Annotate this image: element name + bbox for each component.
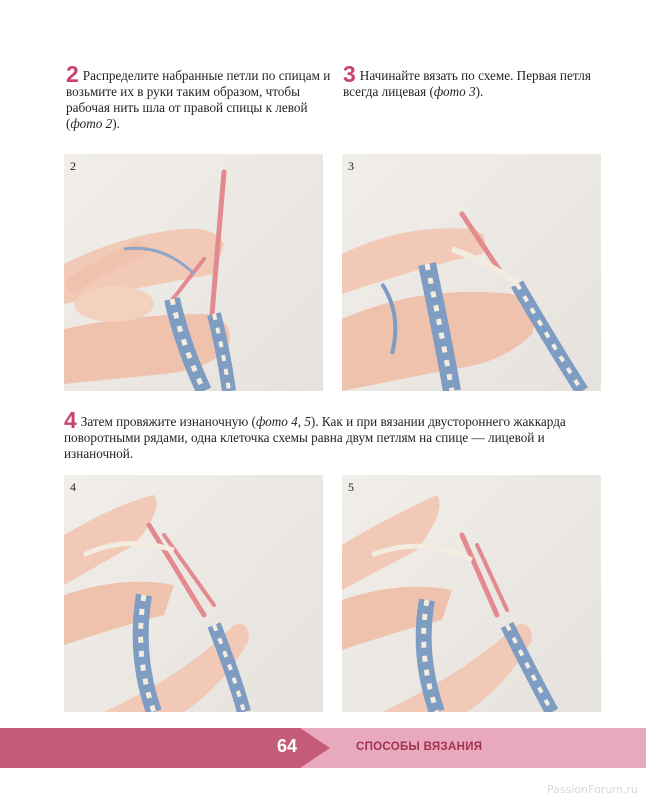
- step-text-part: ).: [112, 116, 120, 131]
- step-number: 3: [343, 61, 356, 87]
- section-title: СПОСОБЫ ВЯЗАНИЯ: [356, 741, 483, 753]
- photo-reference: фото 4, 5: [255, 414, 311, 429]
- watermark: PassionForum.ru: [547, 783, 638, 796]
- knitting-photo-5: [342, 475, 601, 712]
- step-text-part: Распределите набранные петли по спицам и возьмите их в руки таким образом, чтобы рабочая нить шла от правой спицы к левой (: [66, 68, 331, 131]
- step-2-text: [66, 61, 336, 132]
- knitting-illustration: [342, 475, 601, 712]
- knitting-illustration: [64, 154, 323, 391]
- knitting-photo-3: [342, 154, 601, 391]
- knitting-photo-4: [64, 475, 323, 712]
- step-number: 2: [66, 61, 79, 87]
- photo-number: 5: [348, 480, 354, 494]
- photo-number: 3: [348, 159, 354, 173]
- knitting-illustration: [342, 154, 601, 391]
- step-3-text: [343, 61, 605, 100]
- photo-number: 4: [70, 480, 76, 494]
- step-4-text: [64, 407, 604, 462]
- step-text-part: ). Как и при вязании двустороннего жаккарда поворотными рядами, одна клеточка схемы равна двум петлям на спице — лицевой и изнаночной.: [64, 414, 566, 461]
- step-text-part: Затем провяжите изнаночную (: [80, 414, 256, 429]
- knitting-photo-2: [64, 154, 323, 391]
- step-number: 4: [64, 407, 77, 433]
- step-text-part: ).: [475, 84, 484, 99]
- page-number: 64: [276, 736, 298, 756]
- photo-number: 2: [70, 159, 76, 173]
- step-text-part: Начинайте вязать по схеме. Первая петля всегда лицевая (: [343, 68, 591, 99]
- photo-reference: фото 3: [433, 84, 476, 99]
- photo-reference: фото 2: [70, 116, 113, 131]
- knitting-illustration: [64, 475, 323, 712]
